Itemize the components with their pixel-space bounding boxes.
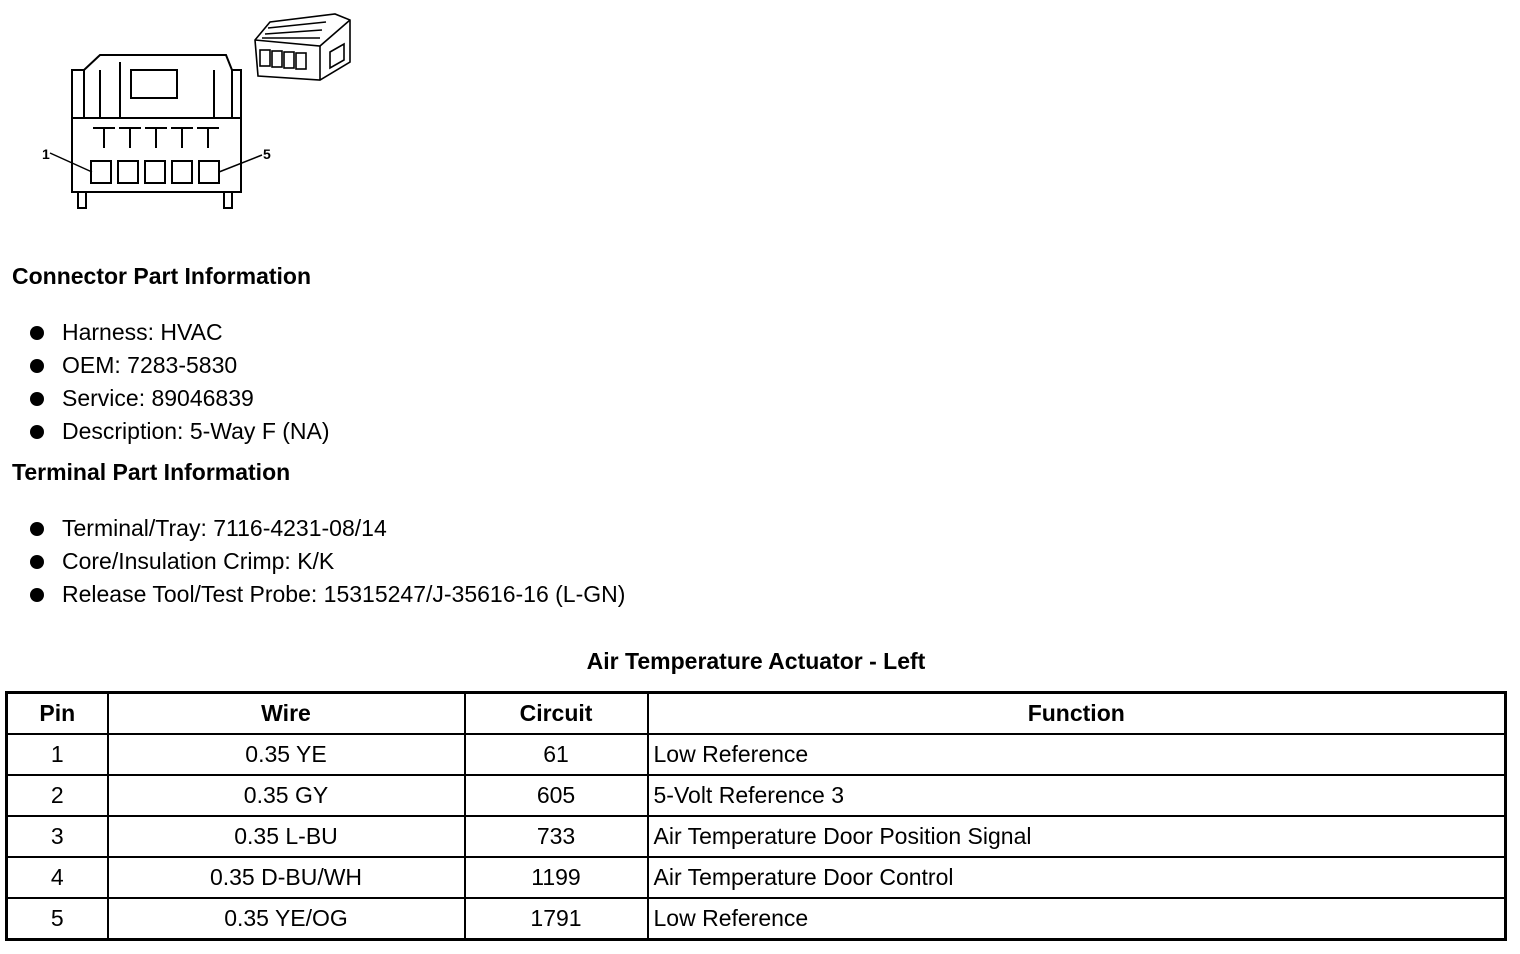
table-title: Air Temperature Actuator - Left — [586, 648, 926, 674]
circuit-cell: 605 — [465, 775, 648, 816]
circuit-cell: 61 — [465, 734, 648, 775]
wire-cell: 0.35 YE — [108, 734, 465, 775]
wire-cell: 0.35 GY — [108, 775, 465, 816]
pin-table — [5, 691, 1507, 941]
list-item: Release Tool/Test Probe: 15315247/J-35616-16 (L-GN) — [30, 578, 625, 611]
table-row — [7, 857, 1506, 898]
table-row — [7, 898, 1506, 940]
terminal-part-information-heading: Terminal Part Information — [12, 459, 291, 485]
column-header-wire: Wire — [108, 693, 465, 735]
function-cell: Low Reference — [648, 898, 1506, 940]
function-cell: Low Reference — [648, 734, 1506, 775]
bullet-icon — [30, 392, 44, 406]
table-row — [7, 816, 1506, 857]
terminal-t-shapes — [93, 128, 219, 148]
right-leg — [224, 192, 232, 208]
bullet-icon — [30, 588, 44, 602]
function-cell: Air Temperature Door Position Signal — [648, 816, 1506, 857]
latch-window — [131, 70, 177, 98]
list-item: Harness: HVAC — [30, 316, 330, 349]
bullet-icon — [30, 555, 44, 569]
pin-cell: 5 — [7, 898, 108, 940]
terminal-cavities — [91, 161, 219, 183]
wire-cell: 0.35 L-BU — [108, 816, 465, 857]
callout-pin-1: 1 — [42, 146, 50, 162]
list-item: Terminal/Tray: 7116-4231-08/14 — [30, 512, 625, 545]
wire-cell: 0.35 YE/OG — [108, 898, 465, 940]
left-leg — [78, 192, 86, 208]
table-row — [7, 734, 1506, 775]
column-header-pin: Pin — [7, 693, 108, 735]
column-header-function: Function — [648, 693, 1506, 735]
bullet-icon — [30, 359, 44, 373]
pin-cell: 1 — [7, 734, 108, 775]
list-item: OEM: 7283-5830 — [30, 349, 330, 382]
terminal-part-list — [30, 512, 625, 611]
function-cell: 5-Volt Reference 3 — [648, 775, 1506, 816]
connector-part-list — [30, 316, 330, 448]
circuit-cell: 1199 — [465, 857, 648, 898]
list-item: Service: 89046839 — [30, 382, 330, 415]
pin-cell: 2 — [7, 775, 108, 816]
bullet-icon — [30, 326, 44, 340]
bullet-icon — [30, 425, 44, 439]
circuit-cell: 733 — [465, 816, 648, 857]
connector-housing — [72, 55, 241, 192]
circuit-cell: 1791 — [465, 898, 648, 940]
connector-part-information-heading: Connector Part Information — [12, 263, 312, 289]
bullet-icon — [30, 522, 44, 536]
connector-isometric-view — [255, 14, 350, 80]
connector-diagram — [30, 8, 360, 213]
pin-cell: 3 — [7, 816, 108, 857]
list-item: Core/Insulation Crimp: K/K — [30, 545, 625, 578]
table-row — [7, 775, 1506, 816]
pin-cell: 4 — [7, 857, 108, 898]
list-item: Description: 5-Way F (NA) — [30, 415, 330, 448]
column-header-circuit: Circuit — [465, 693, 648, 735]
callout-pin-5: 5 — [263, 146, 271, 162]
function-cell: Air Temperature Door Control — [648, 857, 1506, 898]
wire-cell: 0.35 D-BU/WH — [108, 857, 465, 898]
table-header-row — [7, 693, 1506, 735]
